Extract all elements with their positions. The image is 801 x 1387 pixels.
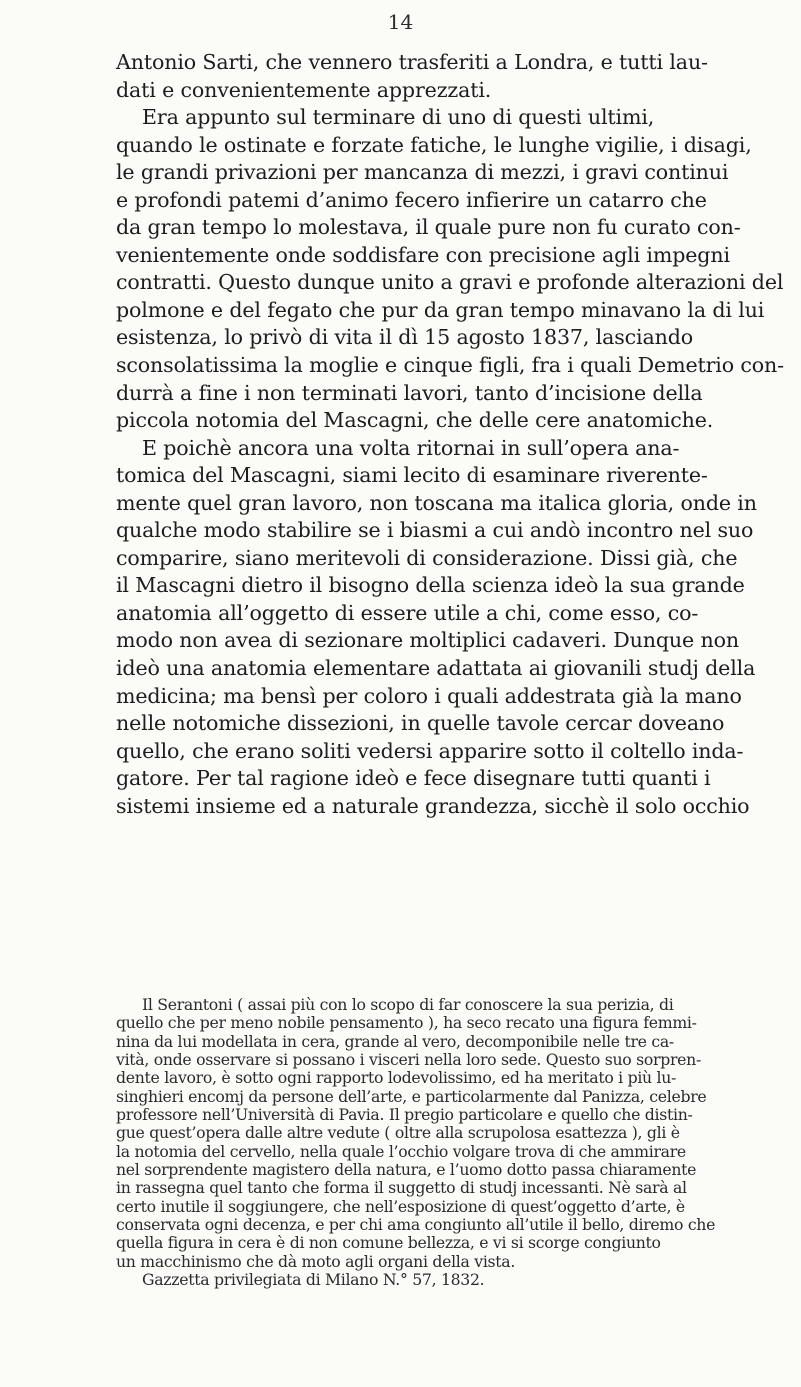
footnote-line: professore nell’Università di Pavia. Il pregio particolare e quello che distin- — [116, 1105, 693, 1125]
footnote-line: Gazzetta privilegiata di Milano N.° 57, 1832. — [142, 1270, 485, 1290]
text-line: nelle notomiche dissezioni, in quelle tavole cercar doveano — [116, 711, 725, 736]
text-line: comparire, siano meritevoli di considerazione. Dissi già, che — [116, 545, 738, 570]
text-line: anatomia all’oggetto di essere utile a chi, come esso, co- — [116, 600, 699, 625]
text-line: da gran tempo lo molestava, il quale pure non fu curato con- — [116, 215, 741, 240]
text-line: Antonio Sarti, che vennero trasferiti a Londra, e tutti lau- — [116, 50, 708, 74]
footnote-line: conservata ogni decenza, e per chi ama congiunto all’utile il bello, diremo che — [116, 1215, 716, 1235]
text-line: quello, che erano soliti vedersi apparire sotto il coltello inda- — [116, 738, 744, 763]
footnote-line: Il Serantoni ( assai più con lo scopo di far conoscere la sua perizia, di — [142, 995, 674, 1014]
text-line: medicina; ma bensì per coloro i quali addestrata già la mano — [116, 683, 742, 708]
footnote-line: nel sorprendente magistero della natura, e l’uomo dotto passa chiaramente — [116, 1160, 697, 1180]
footnote-line: nina da lui modellata in cera, grande al vero, decomponibile nelle tre ca- — [116, 1031, 674, 1051]
text-line: venientemente onde soddisfare con precisione agli impegni — [116, 242, 730, 267]
text-line: quando le ostinate e forzate fatiche, le lunghe vigilie, i disagi, — [116, 132, 752, 157]
text-line: dati e convenientemente apprezzati. — [116, 77, 492, 102]
text-line: le grandi privazioni per mancanza di mezzi, i gravi continui — [116, 160, 729, 185]
text-line: gatore. Per tal ragione ideò e fece disegnare tutti quanti i — [116, 766, 711, 791]
text-line: piccola notomia del Mascagni, che delle cere anatomiche. — [116, 408, 714, 433]
text-line: sconsolatissima la moglie e cinque figli, fra i quali Demetrio con- — [116, 353, 784, 378]
footnote-line: singhieri encomj da persone dell’arte, e particolarmente dal Panizza, celebre — [116, 1086, 707, 1106]
main-text-block — [116, 49, 790, 820]
text-line: il Mascagni dietro il bisogno della scienza ideò la sua grande — [116, 573, 745, 598]
text-line: sistemi insieme ed a naturale grandezza, sicchè il solo occhio — [116, 793, 750, 818]
text-line: Era appunto sul terminare di uno di questi ultimi, — [142, 105, 655, 130]
footnote-line: quello che per meno nobile pensamento ), ha seco recato una figura femmi- — [116, 1013, 697, 1033]
footnote-line: un macchinismo che dà moto agli organi della vista. — [116, 1251, 516, 1271]
text-line: e profondi patemi d’animo fecero infierire un catarro che — [116, 187, 707, 212]
text-line: polmone e del fegato che pur da gran tempo minavano la di lui — [116, 297, 765, 322]
text-line: qualche modo stabilire se i biasmi a cui andò incontro nel suo — [116, 518, 754, 543]
text-line: tomica del Mascagni, siami lecito di esaminare riverente- — [116, 463, 708, 488]
footnote-line: certo inutile il soggiungere, che nell’esposizione di quest’oggetto d’arte, è — [116, 1196, 685, 1216]
footnote-line: vità, onde osservare si possano i visceri nella loro sede. Questo suo sorpren- — [116, 1050, 701, 1070]
footnote-line: gue quest’opera dalle altre vedute ( oltre alla scrupolosa esattezza ), gli è — [116, 1123, 680, 1143]
text-line: contratti. Questo dunque unito a gravi e profonde alterazioni del — [116, 270, 784, 295]
footnote-line: dente lavoro, è sotto ogni rapporto lodevolissimo, ed ha meritato i più lu- — [116, 1068, 677, 1088]
footnote-line: in rassegna quel tanto che forma il suggetto di studj incessanti. Nè sarà al — [116, 1178, 687, 1198]
text-line: esistenza, lo privò di vita il dì 15 agosto 1837, lasciando — [116, 325, 693, 350]
footnote-block — [116, 996, 790, 1290]
text-line: E poichè ancora una volta ritornai in sull’opera ana- — [142, 435, 680, 460]
text-line: modo non avea di sezionare moltiplici cadaveri. Dunque non — [116, 628, 739, 653]
text-line: mente quel gran lavoro, non toscana ma italica gloria, onde in — [116, 490, 757, 515]
text-line: durrà a fine i non terminati lavori, tanto d’incisione della — [116, 380, 703, 405]
text-line: ideò una anatomia elementare adattata ai giovanili studj della — [116, 656, 756, 681]
page-number: 14 — [387, 10, 414, 34]
footnote-line: quella figura in cera è di non comune bellezza, e vi si scorge congiunto — [116, 1233, 661, 1253]
footnote-line: la notomia del cervello, nella quale l’occhio volgare trova di che ammirare — [116, 1141, 686, 1161]
